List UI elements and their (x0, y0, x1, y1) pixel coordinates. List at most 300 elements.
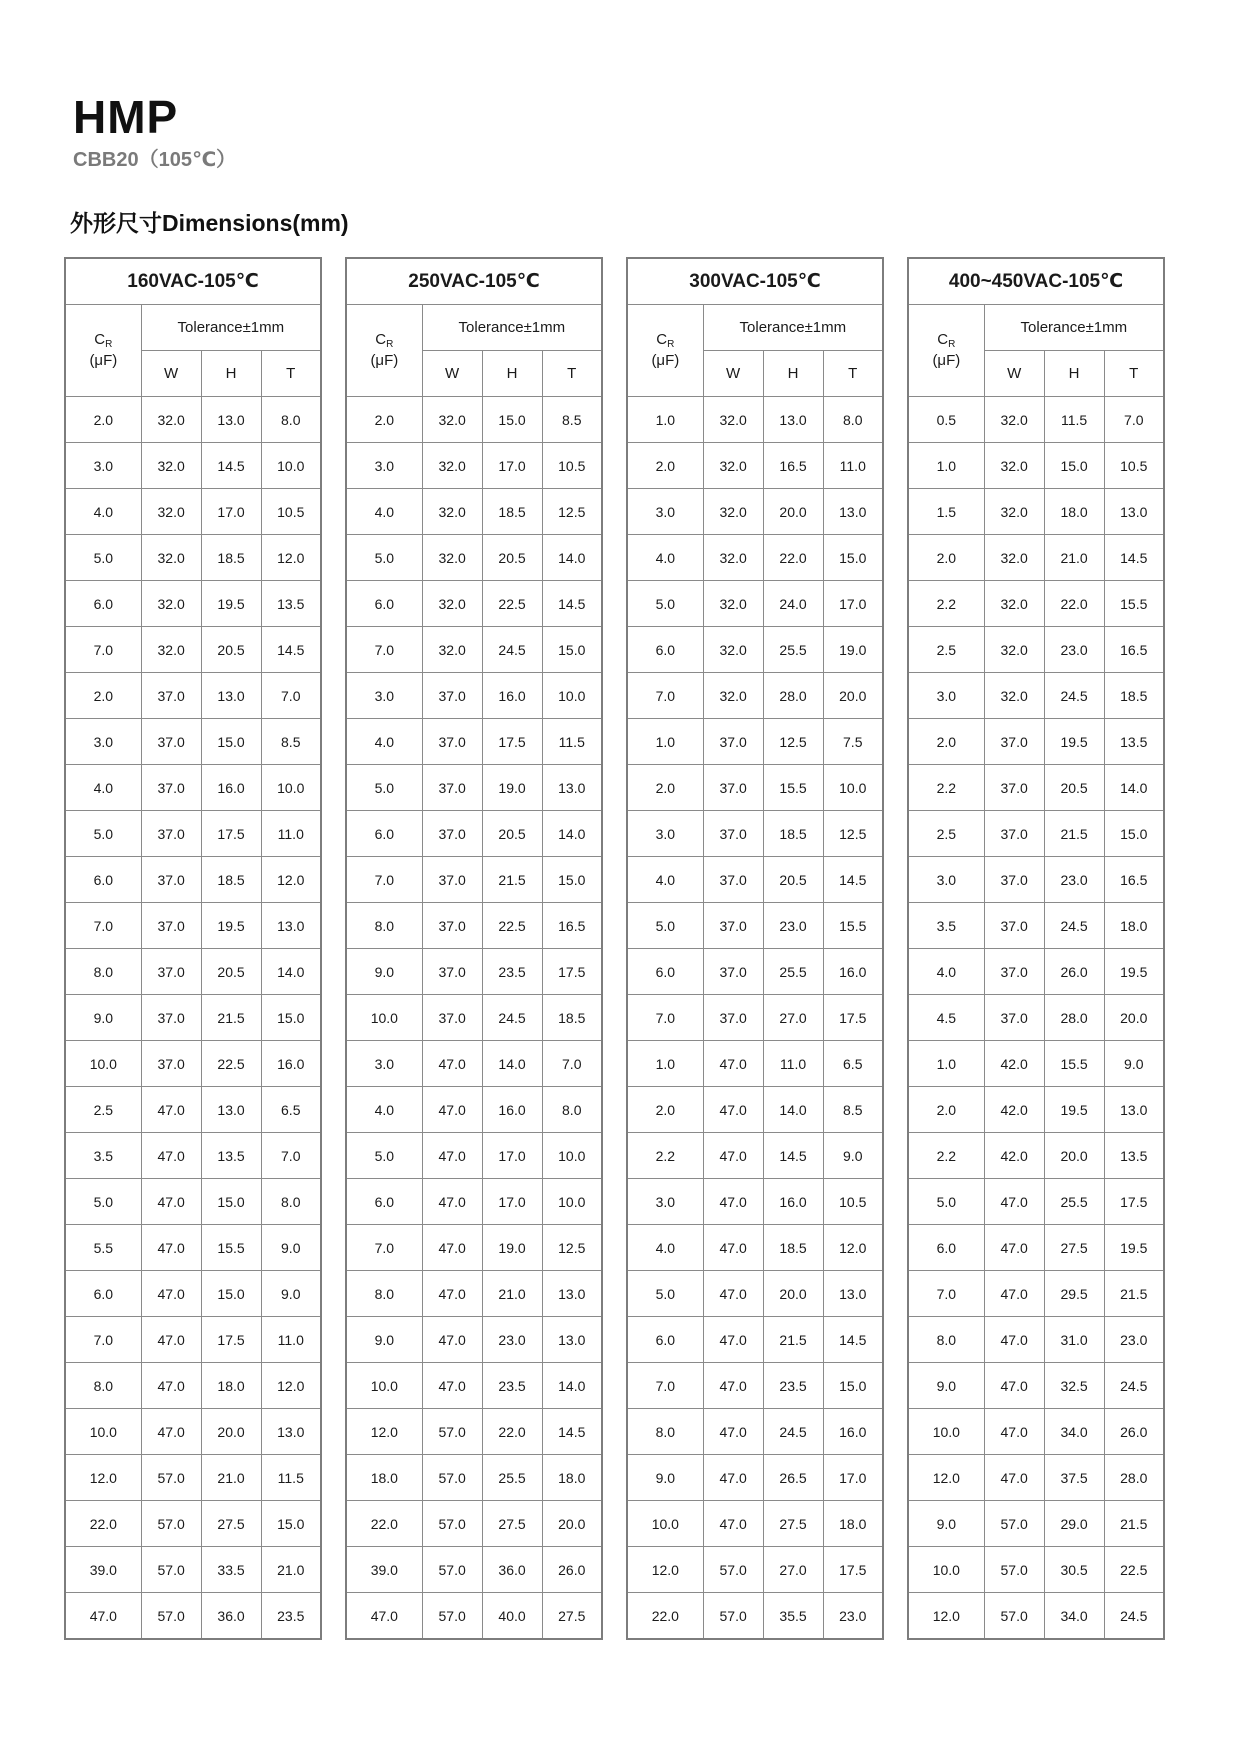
tolerance-header: Tolerance±1mm (703, 305, 883, 351)
width-cell: 37.0 (984, 765, 1044, 811)
height-cell: 22.0 (482, 1409, 542, 1455)
thickness-cell: 18.5 (542, 995, 602, 1041)
thickness-cell: 6.5 (823, 1041, 883, 1087)
height-cell: 11.5 (1044, 397, 1104, 443)
height-cell: 21.5 (482, 857, 542, 903)
thickness-cell: 11.5 (542, 719, 602, 765)
capacitance-cell: 1.0 (627, 719, 703, 765)
capacitance-cell: 5.0 (346, 1133, 422, 1179)
capacitance-cell: 5.0 (908, 1179, 984, 1225)
thickness-cell: 17.5 (823, 1547, 883, 1593)
thickness-cell: 20.0 (823, 673, 883, 719)
capacitance-cell: 8.0 (65, 1363, 141, 1409)
capacitance-column-header (908, 305, 984, 397)
table-row (627, 1041, 883, 1087)
capacitance-cell: 7.0 (346, 627, 422, 673)
voltage-rating-header: 300VAC-105℃ (627, 258, 883, 305)
capacitance-cell: 3.0 (346, 673, 422, 719)
capacitance-symbol: C (937, 330, 949, 348)
height-cell: 24.5 (763, 1409, 823, 1455)
table-row (908, 443, 1164, 489)
height-cell: 24.5 (1044, 903, 1104, 949)
height-cell: 19.5 (1044, 719, 1104, 765)
height-cell: 20.5 (201, 949, 261, 995)
capacitance-cell: 2.2 (908, 765, 984, 811)
dimension-table (345, 257, 603, 1640)
height-cell: 35.5 (763, 1593, 823, 1640)
capacitance-cell: 5.0 (346, 765, 422, 811)
table-row (627, 1455, 883, 1501)
capacitance-cell: 10.0 (346, 995, 422, 1041)
height-cell: 17.5 (201, 811, 261, 857)
capacitance-cell: 12.0 (627, 1547, 703, 1593)
height-cell: 17.5 (201, 1317, 261, 1363)
width-cell: 37.0 (141, 765, 201, 811)
capacitance-cell: 1.5 (908, 489, 984, 535)
table-row (346, 1593, 602, 1640)
height-cell: 23.0 (1044, 857, 1104, 903)
thickness-cell: 15.0 (542, 857, 602, 903)
height-cell: 27.0 (763, 1547, 823, 1593)
width-cell: 32.0 (141, 489, 201, 535)
capacitance-cell: 3.0 (908, 857, 984, 903)
thickness-cell: 14.0 (1104, 765, 1164, 811)
capacitance-cell: 3.5 (65, 1133, 141, 1179)
width-cell: 47.0 (703, 1133, 763, 1179)
capacitance-cell: 4.0 (65, 489, 141, 535)
capacitance-cell: 6.0 (346, 581, 422, 627)
height-cell: 18.5 (763, 1225, 823, 1271)
width-cell: 32.0 (703, 627, 763, 673)
capacitance-cell: 22.0 (346, 1501, 422, 1547)
capacitance-column-header (346, 305, 422, 397)
table-row (65, 1133, 321, 1179)
capacitance-cell: 8.0 (627, 1409, 703, 1455)
capacitance-cell: 2.0 (65, 397, 141, 443)
width-cell: 32.0 (703, 443, 763, 489)
table-row (627, 1133, 883, 1179)
table-row (65, 1455, 321, 1501)
height-cell: 13.5 (201, 1133, 261, 1179)
width-cell: 57.0 (422, 1547, 482, 1593)
thickness-cell: 10.5 (261, 489, 321, 535)
width-cell: 32.0 (984, 397, 1044, 443)
thickness-cell: 15.0 (823, 535, 883, 581)
capacitance-cell: 5.0 (65, 535, 141, 581)
capacitance-cell: 8.0 (908, 1317, 984, 1363)
width-cell: 37.0 (422, 949, 482, 995)
table-row (627, 489, 883, 535)
thickness-cell: 9.0 (823, 1133, 883, 1179)
width-cell: 32.0 (422, 489, 482, 535)
table-row (65, 1271, 321, 1317)
thickness-cell: 14.0 (542, 811, 602, 857)
height-cell: 40.0 (482, 1593, 542, 1640)
thickness-cell: 13.0 (823, 489, 883, 535)
width-cell: 42.0 (984, 1041, 1044, 1087)
height-cell: 22.5 (482, 581, 542, 627)
width-column-header: W (422, 351, 482, 397)
thickness-cell: 20.0 (1104, 995, 1164, 1041)
thickness-cell: 8.0 (261, 1179, 321, 1225)
height-cell: 29.0 (1044, 1501, 1104, 1547)
capacitance-cell: 5.0 (65, 811, 141, 857)
height-cell: 22.5 (482, 903, 542, 949)
height-cell: 32.5 (1044, 1363, 1104, 1409)
width-cell: 37.0 (422, 765, 482, 811)
width-cell: 47.0 (984, 1363, 1044, 1409)
height-cell: 20.5 (1044, 765, 1104, 811)
capacitance-cell: 7.0 (65, 1317, 141, 1363)
capacitance-cell: 7.0 (65, 627, 141, 673)
table-row (908, 535, 1164, 581)
width-cell: 47.0 (422, 1271, 482, 1317)
height-cell: 17.0 (482, 1133, 542, 1179)
thickness-cell: 15.0 (823, 1363, 883, 1409)
height-cell: 23.0 (763, 903, 823, 949)
width-cell: 32.0 (422, 581, 482, 627)
capacitance-subscript: R (667, 338, 675, 350)
thickness-cell: 14.0 (542, 1363, 602, 1409)
capacitance-cell: 3.5 (908, 903, 984, 949)
width-cell: 32.0 (141, 535, 201, 581)
height-cell: 15.0 (201, 719, 261, 765)
voltage-rating-header: 250VAC-105℃ (346, 258, 602, 305)
width-cell: 47.0 (703, 1225, 763, 1271)
capacitance-cell: 7.0 (908, 1271, 984, 1317)
thickness-cell: 24.5 (1104, 1593, 1164, 1640)
width-cell: 57.0 (984, 1547, 1044, 1593)
capacitance-cell: 39.0 (65, 1547, 141, 1593)
height-cell: 27.5 (763, 1501, 823, 1547)
height-cell: 20.0 (763, 489, 823, 535)
section-heading: 外形尺寸Dimensions(mm) (70, 210, 349, 236)
capacitance-cell: 0.5 (908, 397, 984, 443)
capacitance-cell: 10.0 (627, 1501, 703, 1547)
table-row (627, 1087, 883, 1133)
thickness-cell: 16.5 (1104, 857, 1164, 903)
height-cell: 28.0 (763, 673, 823, 719)
width-cell: 47.0 (703, 1271, 763, 1317)
height-cell: 24.5 (482, 995, 542, 1041)
thickness-cell: 11.0 (261, 811, 321, 857)
table-row (627, 765, 883, 811)
width-cell: 32.0 (703, 397, 763, 443)
table-row (627, 1593, 883, 1640)
capacitance-cell: 18.0 (346, 1455, 422, 1501)
width-cell: 37.0 (141, 857, 201, 903)
thickness-cell: 7.0 (542, 1041, 602, 1087)
capacitance-cell: 12.0 (346, 1409, 422, 1455)
width-cell: 37.0 (141, 949, 201, 995)
width-cell: 32.0 (703, 673, 763, 719)
thickness-cell: 16.0 (823, 949, 883, 995)
capacitance-cell: 2.2 (908, 581, 984, 627)
capacitance-column-header (65, 305, 141, 397)
thickness-cell: 17.5 (823, 995, 883, 1041)
table-row (346, 443, 602, 489)
width-cell: 37.0 (422, 811, 482, 857)
height-cell: 27.5 (201, 1501, 261, 1547)
capacitance-cell: 1.0 (908, 1041, 984, 1087)
height-cell: 20.0 (763, 1271, 823, 1317)
height-cell: 15.0 (201, 1179, 261, 1225)
capacitance-cell: 47.0 (346, 1593, 422, 1640)
thickness-cell: 12.0 (823, 1225, 883, 1271)
table-row (346, 1547, 602, 1593)
height-cell: 18.0 (1044, 489, 1104, 535)
table-row (908, 1087, 1164, 1133)
table-row (65, 949, 321, 995)
thickness-cell: 10.0 (542, 1179, 602, 1225)
thickness-cell: 13.0 (1104, 489, 1164, 535)
width-cell: 47.0 (422, 1317, 482, 1363)
height-cell: 20.5 (201, 627, 261, 673)
capacitance-cell: 2.5 (908, 811, 984, 857)
height-cell: 23.5 (482, 1363, 542, 1409)
capacitance-cell: 2.0 (908, 535, 984, 581)
width-cell: 37.0 (984, 719, 1044, 765)
tolerance-header: Tolerance±1mm (422, 305, 602, 351)
thickness-cell: 9.0 (261, 1271, 321, 1317)
capacitance-cell: 2.2 (627, 1133, 703, 1179)
width-cell: 32.0 (984, 627, 1044, 673)
height-cell: 17.0 (482, 1179, 542, 1225)
thickness-cell: 8.5 (261, 719, 321, 765)
thickness-cell: 10.5 (542, 443, 602, 489)
height-cell: 28.0 (1044, 995, 1104, 1041)
width-cell: 32.0 (141, 397, 201, 443)
width-cell: 37.0 (141, 1041, 201, 1087)
thickness-cell: 14.0 (261, 949, 321, 995)
capacitance-cell: 6.0 (346, 811, 422, 857)
height-cell: 21.5 (1044, 811, 1104, 857)
table-row (627, 1225, 883, 1271)
width-cell: 57.0 (141, 1501, 201, 1547)
thickness-cell: 12.5 (823, 811, 883, 857)
table-row (65, 1593, 321, 1640)
thickness-cell: 23.0 (1104, 1317, 1164, 1363)
thickness-column-header: T (542, 351, 602, 397)
table-row (346, 673, 602, 719)
capacitance-symbol: C (94, 330, 106, 348)
capacitance-cell: 8.0 (346, 903, 422, 949)
width-cell: 32.0 (703, 535, 763, 581)
table-row (65, 765, 321, 811)
capacitance-cell: 5.0 (627, 903, 703, 949)
thickness-cell: 10.0 (261, 443, 321, 489)
table-row (908, 903, 1164, 949)
height-cell: 22.0 (1044, 581, 1104, 627)
width-column-header: W (141, 351, 201, 397)
width-cell: 47.0 (141, 1087, 201, 1133)
height-cell: 21.5 (201, 995, 261, 1041)
capacitance-cell: 8.0 (65, 949, 141, 995)
height-cell: 24.0 (763, 581, 823, 627)
capacitance-cell: 9.0 (65, 995, 141, 1041)
capacitance-cell: 5.0 (65, 1179, 141, 1225)
capacitance-cell: 7.0 (627, 1363, 703, 1409)
width-cell: 47.0 (984, 1179, 1044, 1225)
height-cell: 15.0 (201, 1271, 261, 1317)
model-subtitle: CBB20（105℃） (73, 149, 237, 171)
width-cell: 47.0 (422, 1133, 482, 1179)
table-row (65, 443, 321, 489)
thickness-cell: 14.5 (261, 627, 321, 673)
width-cell: 47.0 (984, 1455, 1044, 1501)
thickness-cell: 23.5 (261, 1593, 321, 1640)
thickness-cell: 15.5 (823, 903, 883, 949)
width-cell: 47.0 (422, 1363, 482, 1409)
voltage-rating-header: 160VAC-105℃ (65, 258, 321, 305)
height-cell: 18.5 (763, 811, 823, 857)
width-cell: 47.0 (984, 1271, 1044, 1317)
capacitance-cell: 6.0 (908, 1225, 984, 1271)
capacitance-cell: 6.0 (627, 1317, 703, 1363)
table-row (627, 1271, 883, 1317)
width-cell: 47.0 (422, 1179, 482, 1225)
width-cell: 47.0 (141, 1317, 201, 1363)
capacitance-cell: 2.2 (908, 1133, 984, 1179)
height-column-header: H (1044, 351, 1104, 397)
height-cell: 16.0 (482, 673, 542, 719)
height-cell: 15.5 (763, 765, 823, 811)
thickness-cell: 24.5 (1104, 1363, 1164, 1409)
width-cell: 47.0 (422, 1087, 482, 1133)
thickness-cell: 15.0 (542, 627, 602, 673)
thickness-cell: 17.5 (1104, 1179, 1164, 1225)
width-cell: 47.0 (703, 1501, 763, 1547)
height-cell: 19.5 (201, 903, 261, 949)
height-cell: 15.5 (201, 1225, 261, 1271)
width-cell: 37.0 (703, 995, 763, 1041)
width-cell: 37.0 (141, 719, 201, 765)
table-row (908, 719, 1164, 765)
capacitance-cell: 5.5 (65, 1225, 141, 1271)
height-cell: 16.0 (482, 1087, 542, 1133)
table-row (65, 627, 321, 673)
capacitance-cell: 7.0 (627, 995, 703, 1041)
thickness-cell: 12.5 (542, 489, 602, 535)
thickness-cell: 7.0 (261, 673, 321, 719)
table-row (65, 1317, 321, 1363)
height-column-header: H (763, 351, 823, 397)
table-row (908, 1179, 1164, 1225)
thickness-cell: 26.0 (542, 1547, 602, 1593)
capacitance-cell: 3.0 (908, 673, 984, 719)
thickness-cell: 18.0 (542, 1455, 602, 1501)
width-cell: 32.0 (703, 581, 763, 627)
thickness-cell: 21.0 (261, 1547, 321, 1593)
thickness-cell: 9.0 (1104, 1041, 1164, 1087)
table-row (346, 1041, 602, 1087)
table-row (346, 719, 602, 765)
table-row (627, 443, 883, 489)
height-cell: 23.5 (763, 1363, 823, 1409)
thickness-cell: 15.0 (261, 1501, 321, 1547)
width-cell: 32.0 (984, 489, 1044, 535)
width-cell: 37.0 (141, 903, 201, 949)
capacitance-cell: 5.0 (627, 1271, 703, 1317)
thickness-cell: 10.0 (261, 765, 321, 811)
height-cell: 18.5 (201, 535, 261, 581)
table-row (65, 673, 321, 719)
width-cell: 37.0 (703, 811, 763, 857)
height-cell: 31.0 (1044, 1317, 1104, 1363)
thickness-cell: 7.0 (1104, 397, 1164, 443)
width-cell: 47.0 (141, 1225, 201, 1271)
width-cell: 32.0 (984, 443, 1044, 489)
height-cell: 23.5 (482, 949, 542, 995)
capacitance-cell: 10.0 (908, 1409, 984, 1455)
thickness-cell: 8.5 (823, 1087, 883, 1133)
table-row (908, 397, 1164, 443)
table-row (346, 581, 602, 627)
thickness-cell: 10.0 (823, 765, 883, 811)
capacitance-cell: 4.0 (346, 1087, 422, 1133)
height-cell: 22.5 (201, 1041, 261, 1087)
table-row (908, 489, 1164, 535)
thickness-cell: 10.0 (542, 1133, 602, 1179)
table-row (65, 719, 321, 765)
capacitance-cell: 3.0 (627, 1179, 703, 1225)
capacitance-subscript: R (105, 338, 113, 350)
thickness-cell: 13.0 (542, 1317, 602, 1363)
width-cell: 32.0 (422, 443, 482, 489)
height-cell: 34.0 (1044, 1409, 1104, 1455)
table-row (346, 1363, 602, 1409)
width-cell: 57.0 (703, 1547, 763, 1593)
width-cell: 47.0 (703, 1455, 763, 1501)
width-cell: 47.0 (141, 1409, 201, 1455)
height-cell: 15.0 (482, 397, 542, 443)
capacitance-cell: 6.0 (627, 627, 703, 673)
tolerance-header: Tolerance±1mm (141, 305, 321, 351)
capacitance-symbol: C (656, 330, 668, 348)
table-row (627, 581, 883, 627)
height-cell: 14.0 (763, 1087, 823, 1133)
width-cell: 47.0 (984, 1409, 1044, 1455)
width-cell: 32.0 (984, 581, 1044, 627)
thickness-cell: 13.5 (1104, 1133, 1164, 1179)
height-cell: 21.0 (1044, 535, 1104, 581)
capacitance-cell: 3.0 (346, 1041, 422, 1087)
height-cell: 36.0 (201, 1593, 261, 1640)
capacitance-unit: (μF) (370, 352, 399, 370)
height-cell: 14.0 (482, 1041, 542, 1087)
capacitance-cell: 8.0 (346, 1271, 422, 1317)
thickness-cell: 19.5 (1104, 949, 1164, 995)
width-column-header: W (703, 351, 763, 397)
width-cell: 57.0 (984, 1593, 1044, 1640)
thickness-cell: 12.0 (261, 535, 321, 581)
thickness-cell: 13.0 (261, 903, 321, 949)
thickness-cell: 16.0 (823, 1409, 883, 1455)
table-row (65, 1087, 321, 1133)
tolerance-header: Tolerance±1mm (984, 305, 1164, 351)
width-cell: 47.0 (703, 1317, 763, 1363)
width-cell: 37.0 (422, 857, 482, 903)
height-cell: 27.5 (482, 1501, 542, 1547)
height-cell: 21.0 (482, 1271, 542, 1317)
width-column-header: W (984, 351, 1044, 397)
height-cell: 16.0 (201, 765, 261, 811)
table-row (65, 581, 321, 627)
table-row (65, 1409, 321, 1455)
width-cell: 47.0 (141, 1363, 201, 1409)
height-cell: 18.0 (201, 1363, 261, 1409)
height-cell: 20.5 (482, 811, 542, 857)
